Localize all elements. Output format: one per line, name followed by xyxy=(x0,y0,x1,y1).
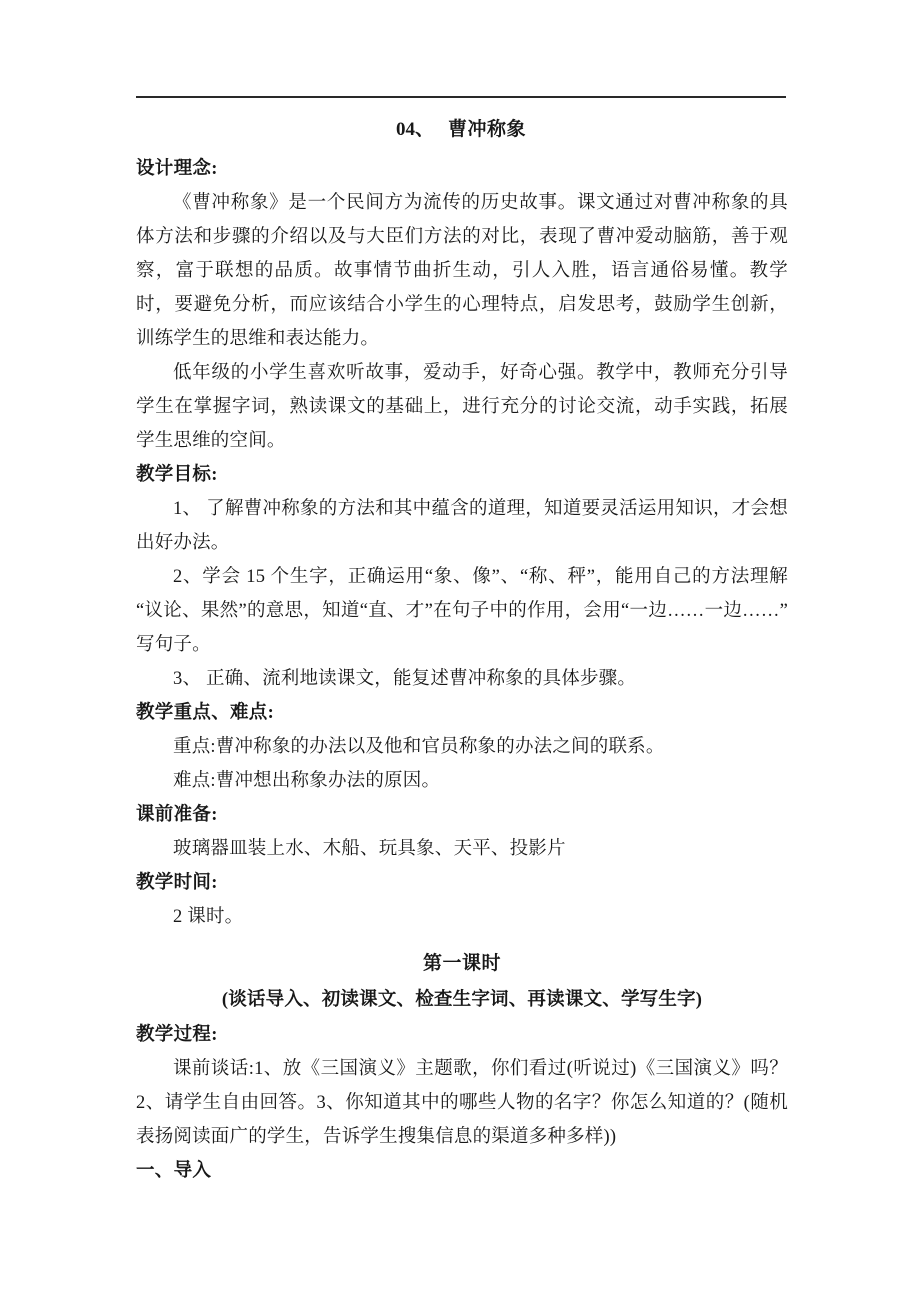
document-body xyxy=(136,152,788,1188)
list-item-difficult-point: 难点:曹冲想出称象办法的原因。 xyxy=(173,771,441,791)
paragraph-design-concept-2: 低年级的小学生喜欢听故事，爱动手，好奇心强。教学中，教师充分引导学生在掌握字词，熟读课文的基础上，进行充分的讨论交流，动手实践，拓展学生思维的空间。 xyxy=(136,363,788,451)
header-divider xyxy=(136,96,786,98)
heading-step-one-introduction: 一、导入 xyxy=(136,1161,212,1181)
page-title-text: 曹冲称象 xyxy=(448,119,527,140)
heading-teaching-process: 教学过程: xyxy=(136,1025,218,1045)
list-item-teaching-time: 2 课时。 xyxy=(173,907,244,927)
list-item-key-point: 重点:曹冲称象的办法以及他和官员称象的办法之间的联系。 xyxy=(173,737,665,757)
list-item-teaching-goal-1: 1、 了解曹冲称象的方法和其中蕴含的道理，知道要灵活运用知识，才会想出好办法。 xyxy=(136,499,788,553)
heading-key-and-difficult-points: 教学重点、难点: xyxy=(136,703,275,723)
heading-design-concept: 设计理念: xyxy=(136,159,218,179)
lesson-one-subtitle: (谈话导入、初读课文、检查生字词、再读课文、学写生字) xyxy=(221,990,703,1010)
heading-teaching-time: 教学时间: xyxy=(136,873,218,893)
lesson-one-title: 第一课时 xyxy=(422,953,501,974)
paragraph-design-concept-1: 《曹冲称象》是一个民间方为流传的历史故事。课文通过对曹冲称象的具体方法和步骤的介绍以及与大臣们方法的对比，表现了曹冲爱动脑筋，善于观察，富于联想的品质。故事情节曲折生动，引人入胜，语言通俗易懂。教学时，要避免分析，而应该结合小学生的心理特点，启发思考，鼓励学生创新，训练学生的思维和表达能力。 xyxy=(136,193,788,349)
list-item-teaching-goal-3: 3、 正确、流利地读课文，能复述曹冲称象的具体步骤。 xyxy=(173,669,637,689)
list-item-teaching-goal-2: 2、学会 15 个生字，正确运用“象、像”、“称、秤”，能用自己的方法理解“议论、果然”的意思，知道“直、才”在句子中的作用，会用“一边……一边……”写句子。 xyxy=(136,567,788,655)
heading-preparation: 课前准备: xyxy=(136,805,218,825)
heading-teaching-goals: 教学目标: xyxy=(136,465,218,485)
list-item-preparation-materials: 玻璃器皿装上水、木船、玩具象、天平、投影片 xyxy=(173,839,566,859)
paragraph-pre-class-talk: 课前谈话:1、放《三国演义》主题歌，你们看过(听说过)《三国演义》吗？2、请学生自由回答。3、你知道其中的哪些人物的名字？你怎么知道的？(随机表扬阅读面广的学生，告诉学生搜集信息的渠道多种多样)) xyxy=(136,1059,788,1147)
page-title xyxy=(136,116,786,144)
page-title-number: 04、 xyxy=(395,119,434,140)
